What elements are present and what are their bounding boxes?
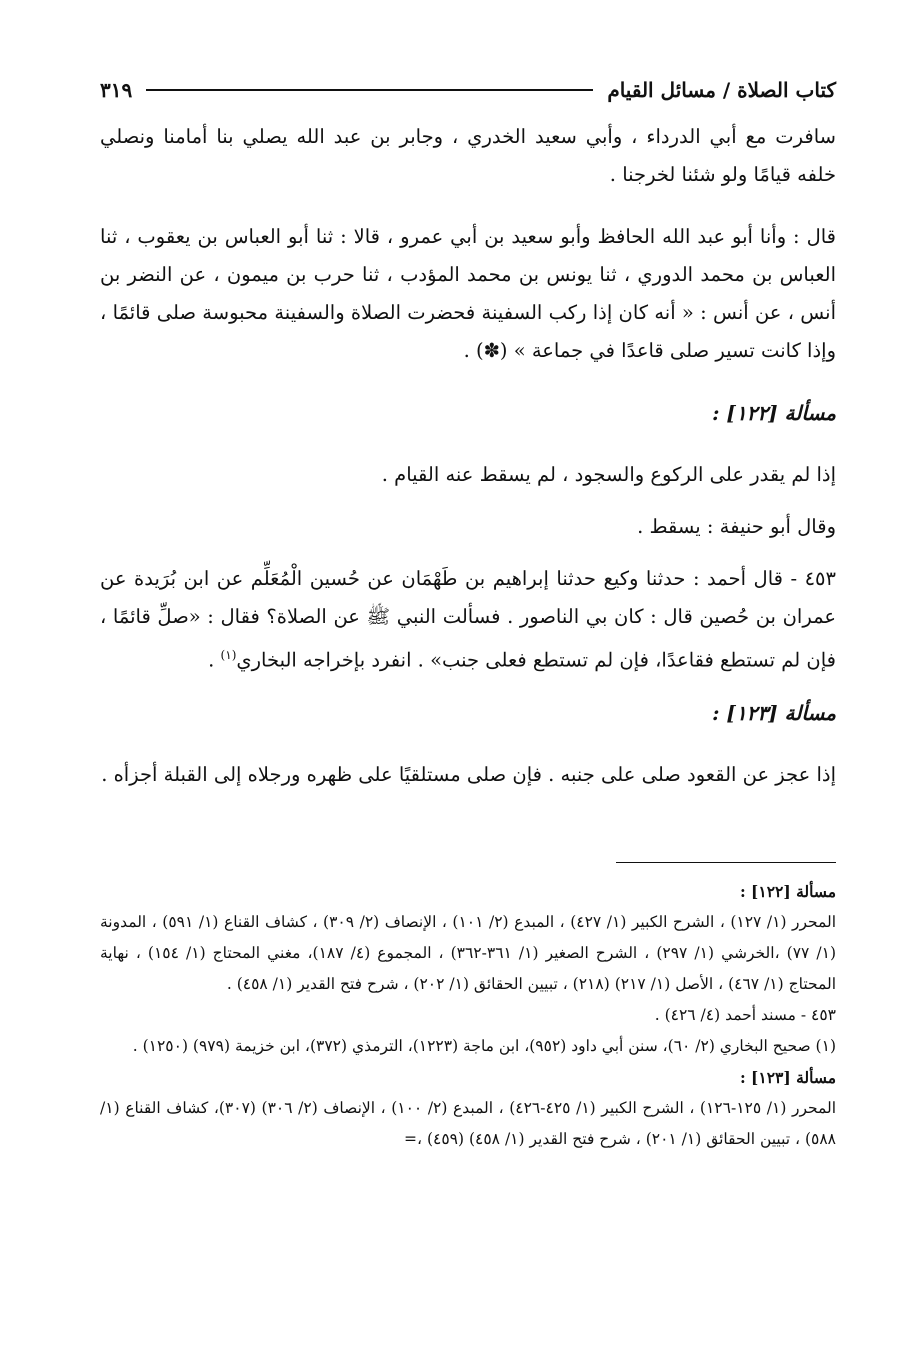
footnote-heading-122: مسألة [١٢٢] : (739, 882, 836, 901)
footnote-refs-122: المحرر (١/ ١٢٧) ، الشرح الكبير (١/ ٤٢٧) ، المبدع (٢/ ١٠١) ، الإنصاف (٢/ ٣٠٩) ، كشاف القناع (١/ ٥٩١) ، المدونة (١/ ٧٧) ،الخرشي (١/ ٢٩٧) ، الشرح الصغير (١/ ٣٦١-٣٦٢) ، المجموع (٤/ ١٨٧)، مغني المحتاج (١/ ١٥٤) ، نهاية المحتاج (١/ ٤٦٧) ، الأصل (١/ ٢١٧) (٢١٨) ، تبيين الحقائق (١/ ٢٠٢) ، شرح فتح القدير (١/ ٤٥٨) . (100, 913, 837, 993)
footnotes (100, 876, 836, 1155)
footnote-453: ٤٥٣ - مسند أحمد (٤/ ٤٢٦) . (654, 1006, 836, 1024)
footnote-separator (616, 862, 836, 863)
paragraph-1: سافرت مع أبي الدرداء ، وأبي سعيد الخدري ، وجابر بن عبد الله يصلي بنا أمامنا ونصلي خلفه قيامًا ولو شئنا لخرجنا . (100, 125, 836, 186)
issue-heading-122: مسألة [١٢٢] : (712, 401, 836, 425)
footnote-heading-123: مسألة [١٢٣] : (739, 1068, 836, 1087)
footnote-refs-123: المحرر (١/ ١٢٥-١٢٦) ، الشرح الكبير (١/ ٤٢٥-٤٢٦) ، المبدع (٢/ ١٠٠) ، الإنصاف (٢/ ٣٠٦) (٣٠٧)، كشاف القناع (١/ ٥٨٨) ، تبيين الحقائق (١/ ٢٠١) ، شرح فتح القدير (١/ ٤٥٨) (٤٥٩) ،= (100, 1099, 837, 1148)
header-rule (146, 89, 593, 91)
paragraph-6: إذا عجز عن القعود صلى على جنبه . فإن صلى مستلقيًا على ظهره ورجلاه إلى القبلة أجزأه . (101, 762, 836, 786)
hadith-text: ٤٥٣ - قال أحمد : حدثنا وكيع حدثنا إبراهيم بن طَهْمَان عن حُسين الْمُعَلِّم عن ابن بُرَيدة عن عمران بن حُصين قال : كان بي الناصور . فسألت النبي ﷺ عن الصلاة؟ فقال : «صلِّ قائمًا ، فإن لم تستطع فقاعدًا، فإن لم تستطع فعلى جنب» . انفرد بإخراجه البخاري (100, 567, 836, 672)
page-number: ٣١٩ (100, 78, 133, 102)
footnote-1: (١) صحيح البخاري (٢/ ٦٠)، سنن أبي داود (٩٥٢)، ابن ماجة (١٢٢٣)، الترمذي (٣٧٢)، ابن خزيمة (٩٧٩) (١٢٥٠) . (132, 1037, 836, 1055)
paragraph-2: قال : وأنا أبو عبد الله الحافظ وأبو سعيد بن أبي عمرو ، قالا : ثنا أبو العباس بن يعقوب ، ثنا العباس بن محمد الدوري ، ثنا يونس بن محمد المؤدب ، ثنا حرب بن ميمون ، عن النضر بن أنس ، عن أنس : « أنه كان إذا ركب السفينة فحضرت الصلاة والسفينة محبوسة صلى قائمًا ، وإذا كانت تسير صلى قاعدًا في جماعة » (✽) . (100, 225, 836, 362)
main-text (100, 118, 836, 794)
issue-heading-123: مسألة [١٢٣] : (712, 700, 836, 725)
paragraph-4: وقال أبو حنيفة : يسقط . (637, 515, 836, 538)
footnote-marker: (١) (220, 648, 237, 662)
hadith-end: . (208, 648, 221, 672)
running-title: كتاب الصلاة / مسائل القيام (607, 78, 836, 102)
page-header (100, 70, 836, 110)
paragraph-5 (100, 560, 836, 680)
paragraph-3: إذا لم يقدر على الركوع والسجود ، لم يسقط عنه القيام . (381, 463, 836, 486)
